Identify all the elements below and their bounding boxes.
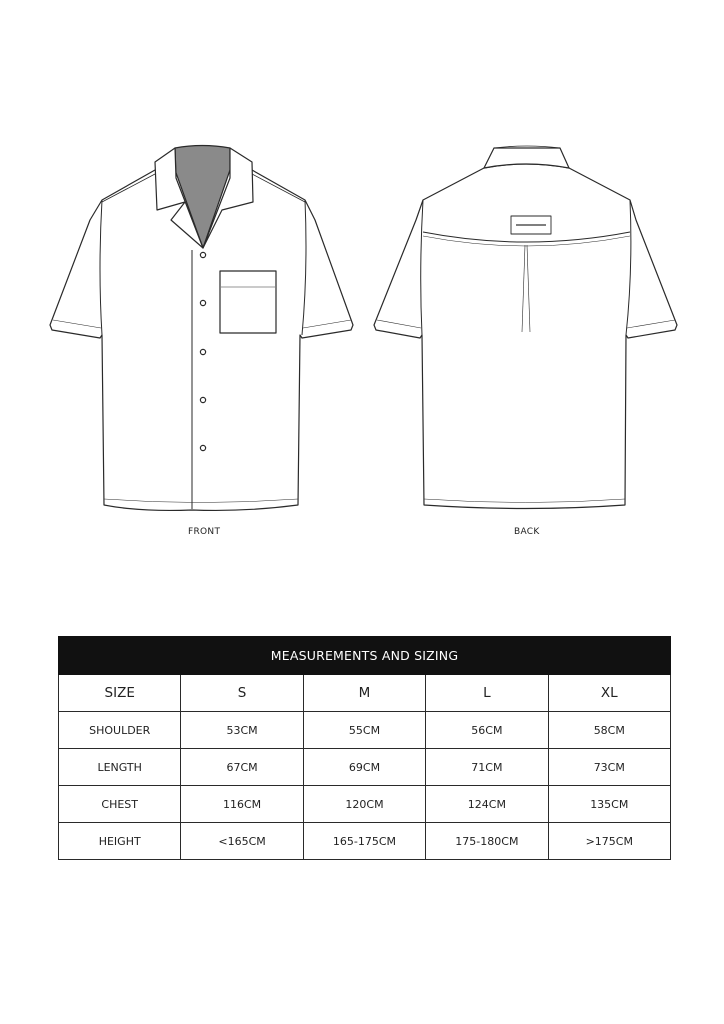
size-header-label: SIZE xyxy=(59,675,181,712)
size-s-header: S xyxy=(181,675,303,712)
table-cell: 116CM xyxy=(181,786,303,823)
row-label-height: HEIGHT xyxy=(59,823,181,860)
measurements-table xyxy=(58,636,671,860)
table-row xyxy=(59,786,671,823)
table-cell: <165CM xyxy=(181,823,303,860)
table-cell: 175-180CM xyxy=(426,823,548,860)
table-cell: 135CM xyxy=(548,786,670,823)
table-row xyxy=(59,712,671,749)
table-cell: >175CM xyxy=(548,823,670,860)
row-label-length: LENGTH xyxy=(59,749,181,786)
row-label-chest: CHEST xyxy=(59,786,181,823)
table-title: MEASUREMENTS AND SIZING xyxy=(59,637,671,675)
table-cell: 120CM xyxy=(303,786,425,823)
table-row xyxy=(59,823,671,860)
table-row xyxy=(59,749,671,786)
size-xl-header: XL xyxy=(548,675,670,712)
table-cell: 58CM xyxy=(548,712,670,749)
table-cell: 55CM xyxy=(303,712,425,749)
size-m-header: M xyxy=(303,675,425,712)
back-shirt-drawing xyxy=(364,140,694,520)
table-cell: 53CM xyxy=(181,712,303,749)
back-label: BACK xyxy=(514,527,540,537)
row-label-shoulder: SHOULDER xyxy=(59,712,181,749)
front-label: FRONT xyxy=(188,527,221,537)
table-cell: 67CM xyxy=(181,749,303,786)
front-shirt-drawing xyxy=(40,140,370,520)
table-cell: 56CM xyxy=(426,712,548,749)
size-l-header: L xyxy=(426,675,548,712)
table-cell: 69CM xyxy=(303,749,425,786)
table-cell: 73CM xyxy=(548,749,670,786)
table-cell: 165-175CM xyxy=(303,823,425,860)
table-cell: 124CM xyxy=(426,786,548,823)
table-cell: 71CM xyxy=(426,749,548,786)
table-header-row xyxy=(59,675,671,712)
